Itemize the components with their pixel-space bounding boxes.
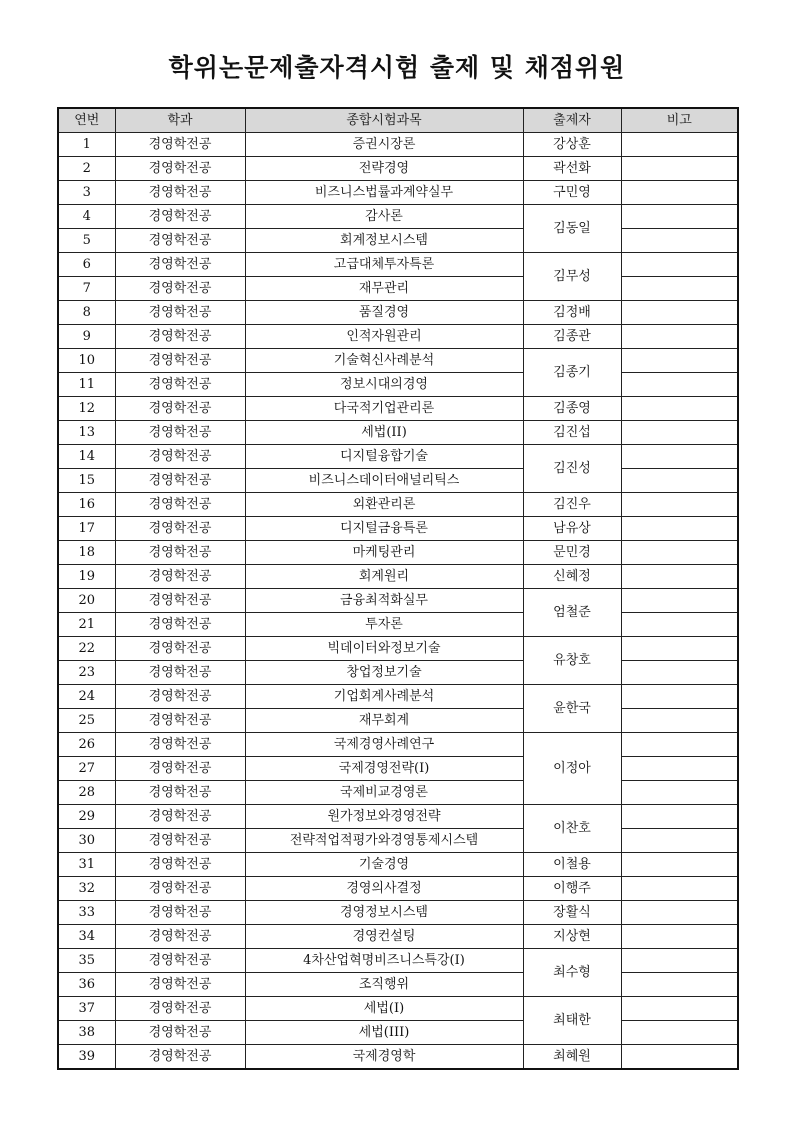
row-remarks bbox=[621, 157, 738, 181]
row-subject: 감사론 bbox=[245, 205, 523, 229]
row-examiner: 남유상 bbox=[523, 517, 621, 541]
row-number: 32 bbox=[58, 877, 115, 901]
table-row bbox=[58, 229, 738, 253]
row-remarks bbox=[621, 421, 738, 445]
row-department: 경영학전공 bbox=[115, 541, 245, 565]
row-remarks bbox=[621, 781, 738, 805]
row-number: 30 bbox=[58, 829, 115, 853]
row-department: 경영학전공 bbox=[115, 349, 245, 373]
table-row bbox=[58, 685, 738, 709]
row-department: 경영학전공 bbox=[115, 733, 245, 757]
row-examiner: 김종관 bbox=[523, 325, 621, 349]
table-row bbox=[58, 421, 738, 445]
row-subject: 마케팅관리 bbox=[245, 541, 523, 565]
row-subject: 비즈니스데이터애널리틱스 bbox=[245, 469, 523, 493]
row-number: 17 bbox=[58, 517, 115, 541]
row-remarks bbox=[621, 229, 738, 253]
row-remarks bbox=[621, 949, 738, 973]
row-subject: 증권시장론 bbox=[245, 133, 523, 157]
row-number: 9 bbox=[58, 325, 115, 349]
table-row bbox=[58, 397, 738, 421]
row-examiner: 이찬호 bbox=[523, 805, 621, 853]
row-number: 31 bbox=[58, 853, 115, 877]
row-examiner: 지상현 bbox=[523, 925, 621, 949]
row-department: 경영학전공 bbox=[115, 925, 245, 949]
row-remarks bbox=[621, 925, 738, 949]
row-subject: 세법(III) bbox=[245, 1021, 523, 1045]
table-row bbox=[58, 301, 738, 325]
row-examiner: 김진우 bbox=[523, 493, 621, 517]
committee-table bbox=[57, 107, 739, 1070]
header-department: 학과 bbox=[115, 108, 245, 133]
row-remarks bbox=[621, 133, 738, 157]
row-remarks bbox=[621, 805, 738, 829]
table-row bbox=[58, 205, 738, 229]
row-department: 경영학전공 bbox=[115, 661, 245, 685]
table-row bbox=[58, 565, 738, 589]
table-row bbox=[58, 733, 738, 757]
row-remarks bbox=[621, 397, 738, 421]
row-number: 15 bbox=[58, 469, 115, 493]
row-department: 경영학전공 bbox=[115, 421, 245, 445]
row-examiner: 장활식 bbox=[523, 901, 621, 925]
row-number: 34 bbox=[58, 925, 115, 949]
row-examiner: 김정배 bbox=[523, 301, 621, 325]
table-row bbox=[58, 1045, 738, 1070]
row-number: 18 bbox=[58, 541, 115, 565]
row-department: 경영학전공 bbox=[115, 205, 245, 229]
table-row bbox=[58, 925, 738, 949]
row-number: 25 bbox=[58, 709, 115, 733]
row-examiner: 최태한 bbox=[523, 997, 621, 1045]
row-subject: 재무관리 bbox=[245, 277, 523, 301]
header-number: 연번 bbox=[58, 108, 115, 133]
table-row bbox=[58, 877, 738, 901]
table-row bbox=[58, 493, 738, 517]
table-row bbox=[58, 973, 738, 997]
row-remarks bbox=[621, 373, 738, 397]
table-row bbox=[58, 853, 738, 877]
row-department: 경영학전공 bbox=[115, 1045, 245, 1070]
row-subject: 디지털금융특론 bbox=[245, 517, 523, 541]
table-row bbox=[58, 469, 738, 493]
table-header-row bbox=[58, 108, 738, 133]
row-number: 12 bbox=[58, 397, 115, 421]
row-examiner: 강상훈 bbox=[523, 133, 621, 157]
row-remarks bbox=[621, 829, 738, 853]
table-row bbox=[58, 757, 738, 781]
row-number: 38 bbox=[58, 1021, 115, 1045]
row-remarks bbox=[621, 853, 738, 877]
row-number: 14 bbox=[58, 445, 115, 469]
row-department: 경영학전공 bbox=[115, 133, 245, 157]
table-row bbox=[58, 709, 738, 733]
row-number: 13 bbox=[58, 421, 115, 445]
row-subject: 금융최적화실무 bbox=[245, 589, 523, 613]
row-number: 3 bbox=[58, 181, 115, 205]
row-remarks bbox=[621, 493, 738, 517]
row-subject: 외환관리론 bbox=[245, 493, 523, 517]
row-number: 4 bbox=[58, 205, 115, 229]
table-row bbox=[58, 1021, 738, 1045]
table-row bbox=[58, 541, 738, 565]
row-number: 5 bbox=[58, 229, 115, 253]
row-examiner: 김진섭 bbox=[523, 421, 621, 445]
row-subject: 경영정보시스템 bbox=[245, 901, 523, 925]
row-department: 경영학전공 bbox=[115, 253, 245, 277]
row-number: 10 bbox=[58, 349, 115, 373]
row-department: 경영학전공 bbox=[115, 901, 245, 925]
row-examiner: 이정아 bbox=[523, 733, 621, 805]
row-examiner: 이행주 bbox=[523, 877, 621, 901]
row-remarks bbox=[621, 733, 738, 757]
table-row bbox=[58, 781, 738, 805]
table-row bbox=[58, 181, 738, 205]
row-remarks bbox=[621, 685, 738, 709]
row-examiner: 김종기 bbox=[523, 349, 621, 397]
row-department: 경영학전공 bbox=[115, 229, 245, 253]
row-subject: 정보시대의경영 bbox=[245, 373, 523, 397]
row-department: 경영학전공 bbox=[115, 973, 245, 997]
table-row bbox=[58, 157, 738, 181]
row-department: 경영학전공 bbox=[115, 301, 245, 325]
row-subject: 기업회계사례분석 bbox=[245, 685, 523, 709]
row-number: 16 bbox=[58, 493, 115, 517]
row-department: 경영학전공 bbox=[115, 805, 245, 829]
row-remarks bbox=[621, 277, 738, 301]
row-department: 경영학전공 bbox=[115, 709, 245, 733]
row-department: 경영학전공 bbox=[115, 397, 245, 421]
row-number: 11 bbox=[58, 373, 115, 397]
row-remarks bbox=[621, 469, 738, 493]
row-subject: 기술경영 bbox=[245, 853, 523, 877]
row-subject: 디지털융합기술 bbox=[245, 445, 523, 469]
row-department: 경영학전공 bbox=[115, 1021, 245, 1045]
row-number: 28 bbox=[58, 781, 115, 805]
row-department: 경영학전공 bbox=[115, 373, 245, 397]
table-row bbox=[58, 517, 738, 541]
row-subject: 재무회계 bbox=[245, 709, 523, 733]
row-department: 경영학전공 bbox=[115, 853, 245, 877]
row-remarks bbox=[621, 349, 738, 373]
row-subject: 경영의사결정 bbox=[245, 877, 523, 901]
row-remarks bbox=[621, 757, 738, 781]
row-examiner: 구민영 bbox=[523, 181, 621, 205]
row-remarks bbox=[621, 997, 738, 1021]
row-department: 경영학전공 bbox=[115, 757, 245, 781]
row-department: 경영학전공 bbox=[115, 517, 245, 541]
table-row bbox=[58, 589, 738, 613]
row-subject: 국제경영사례연구 bbox=[245, 733, 523, 757]
row-subject: 조직행위 bbox=[245, 973, 523, 997]
table-row bbox=[58, 637, 738, 661]
row-remarks bbox=[621, 1045, 738, 1070]
row-number: 35 bbox=[58, 949, 115, 973]
row-number: 37 bbox=[58, 997, 115, 1021]
row-number: 8 bbox=[58, 301, 115, 325]
row-number: 33 bbox=[58, 901, 115, 925]
row-subject: 기술혁신사례분석 bbox=[245, 349, 523, 373]
row-number: 6 bbox=[58, 253, 115, 277]
row-remarks bbox=[621, 205, 738, 229]
row-subject: 국제비교경영론 bbox=[245, 781, 523, 805]
row-subject: 빅데이터와정보기술 bbox=[245, 637, 523, 661]
table-body bbox=[58, 133, 738, 1070]
header-subject: 종합시험과목 bbox=[245, 108, 523, 133]
table-row bbox=[58, 805, 738, 829]
row-remarks bbox=[621, 661, 738, 685]
row-department: 경영학전공 bbox=[115, 469, 245, 493]
row-department: 경영학전공 bbox=[115, 589, 245, 613]
row-subject: 회계정보시스템 bbox=[245, 229, 523, 253]
row-subject: 다국적기업관리론 bbox=[245, 397, 523, 421]
row-department: 경영학전공 bbox=[115, 181, 245, 205]
row-remarks bbox=[621, 1021, 738, 1045]
table-row bbox=[58, 373, 738, 397]
header-examiner: 출제자 bbox=[523, 108, 621, 133]
row-subject: 전략적업적평가와경영통제시스템 bbox=[245, 829, 523, 853]
table-row bbox=[58, 325, 738, 349]
table-row bbox=[58, 349, 738, 373]
row-number: 36 bbox=[58, 973, 115, 997]
row-number: 7 bbox=[58, 277, 115, 301]
table-row bbox=[58, 277, 738, 301]
row-number: 24 bbox=[58, 685, 115, 709]
row-number: 23 bbox=[58, 661, 115, 685]
row-subject: 투자론 bbox=[245, 613, 523, 637]
row-department: 경영학전공 bbox=[115, 829, 245, 853]
row-remarks bbox=[621, 253, 738, 277]
row-remarks bbox=[621, 877, 738, 901]
row-subject: 경영컨설팅 bbox=[245, 925, 523, 949]
row-subject: 국제경영학 bbox=[245, 1045, 523, 1070]
row-subject: 세법(II) bbox=[245, 421, 523, 445]
row-number: 29 bbox=[58, 805, 115, 829]
row-subject: 인적자원관리 bbox=[245, 325, 523, 349]
row-number: 2 bbox=[58, 157, 115, 181]
row-department: 경영학전공 bbox=[115, 277, 245, 301]
row-subject: 고급대체투자특론 bbox=[245, 253, 523, 277]
row-examiner: 엄철준 bbox=[523, 589, 621, 637]
row-examiner: 최수형 bbox=[523, 949, 621, 997]
table-row bbox=[58, 901, 738, 925]
document-title: 학위논문제출자격시험 출제 및 채점위원 bbox=[168, 53, 626, 82]
row-remarks bbox=[621, 445, 738, 469]
row-remarks bbox=[621, 565, 738, 589]
row-examiner: 김동일 bbox=[523, 205, 621, 253]
row-number: 26 bbox=[58, 733, 115, 757]
row-remarks bbox=[621, 181, 738, 205]
table-row bbox=[58, 613, 738, 637]
row-subject: 창업정보기술 bbox=[245, 661, 523, 685]
row-remarks bbox=[621, 589, 738, 613]
row-department: 경영학전공 bbox=[115, 877, 245, 901]
table-row bbox=[58, 133, 738, 157]
row-department: 경영학전공 bbox=[115, 445, 245, 469]
row-remarks bbox=[621, 901, 738, 925]
header-remarks: 비고 bbox=[621, 108, 738, 133]
row-number: 22 bbox=[58, 637, 115, 661]
row-remarks bbox=[621, 325, 738, 349]
row-department: 경영학전공 bbox=[115, 997, 245, 1021]
row-department: 경영학전공 bbox=[115, 613, 245, 637]
row-department: 경영학전공 bbox=[115, 565, 245, 589]
row-examiner: 김종영 bbox=[523, 397, 621, 421]
table-row bbox=[58, 253, 738, 277]
row-subject: 전략경영 bbox=[245, 157, 523, 181]
row-examiner: 유창호 bbox=[523, 637, 621, 685]
row-examiner: 최혜원 bbox=[523, 1045, 621, 1070]
row-examiner: 문민경 bbox=[523, 541, 621, 565]
row-department: 경영학전공 bbox=[115, 637, 245, 661]
row-subject: 비즈니스법률과계약실무 bbox=[245, 181, 523, 205]
row-subject: 세법(I) bbox=[245, 997, 523, 1021]
row-remarks bbox=[621, 517, 738, 541]
row-remarks bbox=[621, 301, 738, 325]
row-number: 1 bbox=[58, 133, 115, 157]
table-row bbox=[58, 949, 738, 973]
row-examiner: 신혜정 bbox=[523, 565, 621, 589]
table-row bbox=[58, 829, 738, 853]
row-number: 19 bbox=[58, 565, 115, 589]
row-department: 경영학전공 bbox=[115, 157, 245, 181]
table-row bbox=[58, 997, 738, 1021]
row-department: 경영학전공 bbox=[115, 325, 245, 349]
row-department: 경영학전공 bbox=[115, 781, 245, 805]
row-department: 경영학전공 bbox=[115, 685, 245, 709]
row-remarks bbox=[621, 541, 738, 565]
row-subject: 원가정보와경영전략 bbox=[245, 805, 523, 829]
table-row bbox=[58, 661, 738, 685]
row-subject: 국제경영전략(I) bbox=[245, 757, 523, 781]
row-examiner: 김무성 bbox=[523, 253, 621, 301]
row-remarks bbox=[621, 973, 738, 997]
row-department: 경영학전공 bbox=[115, 493, 245, 517]
row-department: 경영학전공 bbox=[115, 949, 245, 973]
row-number: 21 bbox=[58, 613, 115, 637]
row-examiner: 이철용 bbox=[523, 853, 621, 877]
row-remarks bbox=[621, 637, 738, 661]
row-subject: 4차산업혁명비즈니스특강(I) bbox=[245, 949, 523, 973]
row-remarks bbox=[621, 709, 738, 733]
row-subject: 회계원리 bbox=[245, 565, 523, 589]
row-examiner: 김진성 bbox=[523, 445, 621, 493]
row-remarks bbox=[621, 613, 738, 637]
row-subject: 품질경영 bbox=[245, 301, 523, 325]
row-number: 27 bbox=[58, 757, 115, 781]
row-examiner: 곽선화 bbox=[523, 157, 621, 181]
row-number: 20 bbox=[58, 589, 115, 613]
row-examiner: 윤한국 bbox=[523, 685, 621, 733]
table-row bbox=[58, 445, 738, 469]
row-number: 39 bbox=[58, 1045, 115, 1070]
